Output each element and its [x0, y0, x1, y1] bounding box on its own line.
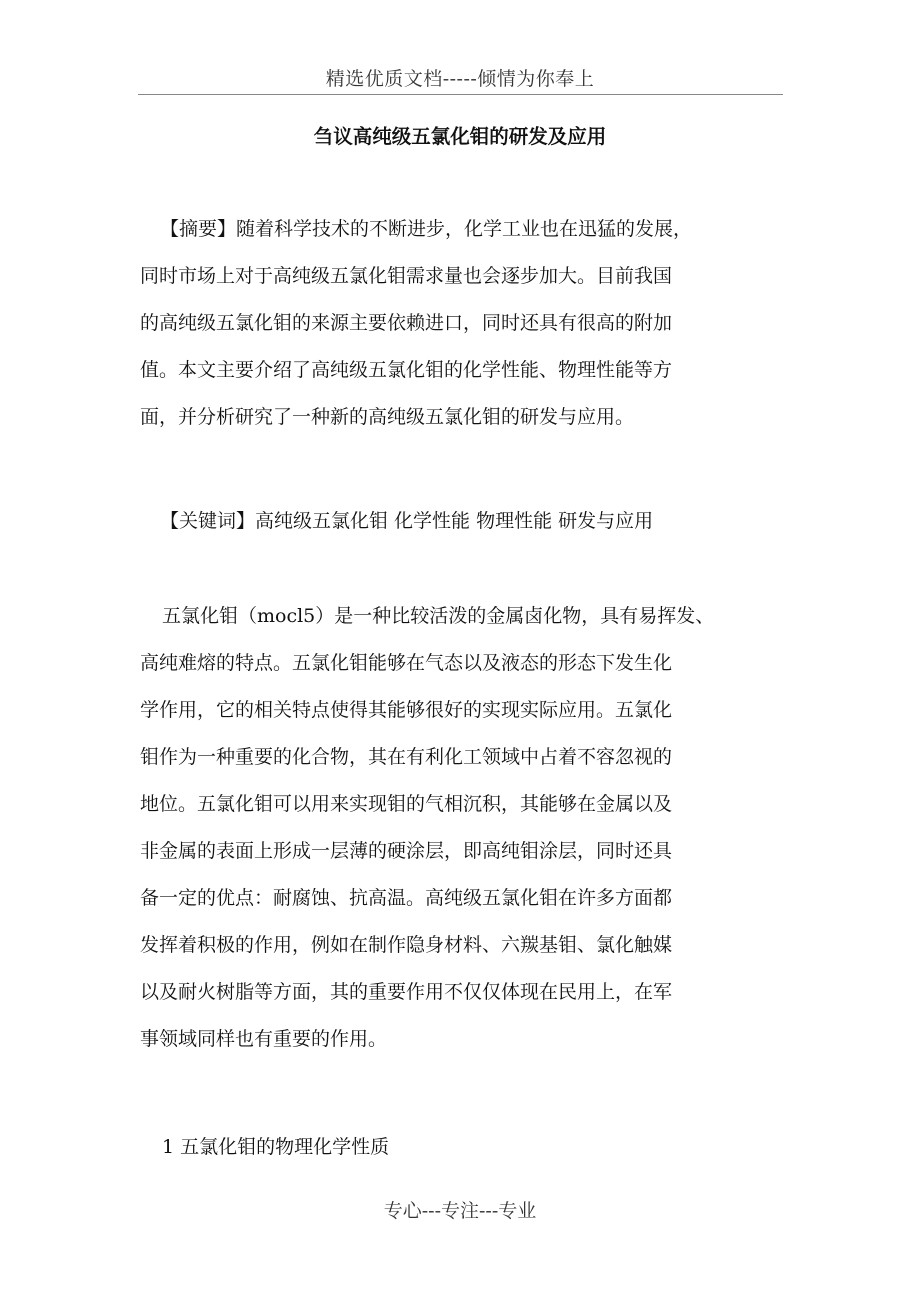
- document-title: 刍议高纯级五氯化钼的研发及应用: [313, 125, 607, 148]
- abstract-paragraph: [140, 206, 780, 441]
- abstract-line: 面，并分析研究了一种新的高纯级五氯化钼的研发与应用。: [140, 406, 635, 428]
- body-line: 以及耐火树脂等方面，其的重要作用不仅仅体现在民用上，在军: [140, 981, 673, 1003]
- body-line: 地位。五氯化钼可以用来实现钼的气相沉积，其能够在金属以及: [140, 793, 673, 815]
- page-footer: 专心---专注---专业: [383, 1200, 537, 1222]
- body-line: 事领域同样也有重要的作用。: [140, 1028, 388, 1050]
- body-paragraph: [140, 593, 780, 1063]
- body-line: 高纯难熔的特点。五氯化钼能够在气态以及液态的形态下发生化: [140, 652, 673, 674]
- body-line: 钼作为一种重要的化合物，其在有利化工领域中占着不容忽视的: [140, 746, 673, 768]
- body-line: 非金属的表面上形成一层薄的硬涂层，即高纯钼涂层，同时还具: [140, 840, 673, 862]
- keywords-line: 【关键词】高纯级五氯化钼 化学性能 物理性能 研发与应用: [160, 510, 654, 532]
- body-line: 学作用，它的相关特点使得其能够很好的实现实际应用。五氯化: [140, 699, 673, 721]
- abstract-line: 同时市场上对于高纯级五氯化钼需求量也会逐步加大。目前我国: [140, 265, 673, 287]
- section-heading: 1 五氯化钼的物理化学性质: [162, 1136, 390, 1158]
- abstract-line: 值。本文主要介绍了高纯级五氯化钼的化学性能、物理性能等方: [140, 359, 673, 381]
- abstract-line: 【摘要】随着科学技术的不断进步，化学工业也在迅猛的发展，: [160, 218, 693, 240]
- page-header: 精选优质文档-----倾情为你奉上: [325, 68, 595, 90]
- header-divider: [138, 94, 783, 95]
- body-line: 备一定的优点：耐腐蚀、抗高温。高纯级五氯化钼在许多方面都: [140, 887, 673, 909]
- body-line: 发挥着积极的作用，例如在制作隐身材料、六羰基钼、氯化触媒: [140, 934, 673, 956]
- abstract-line: 的高纯级五氯化钼的来源主要依赖进口，同时还具有很高的附加: [140, 312, 673, 334]
- body-line: 五氯化钼（mocl5）是一种比较活泼的金属卤化物，具有易挥发、: [162, 605, 715, 627]
